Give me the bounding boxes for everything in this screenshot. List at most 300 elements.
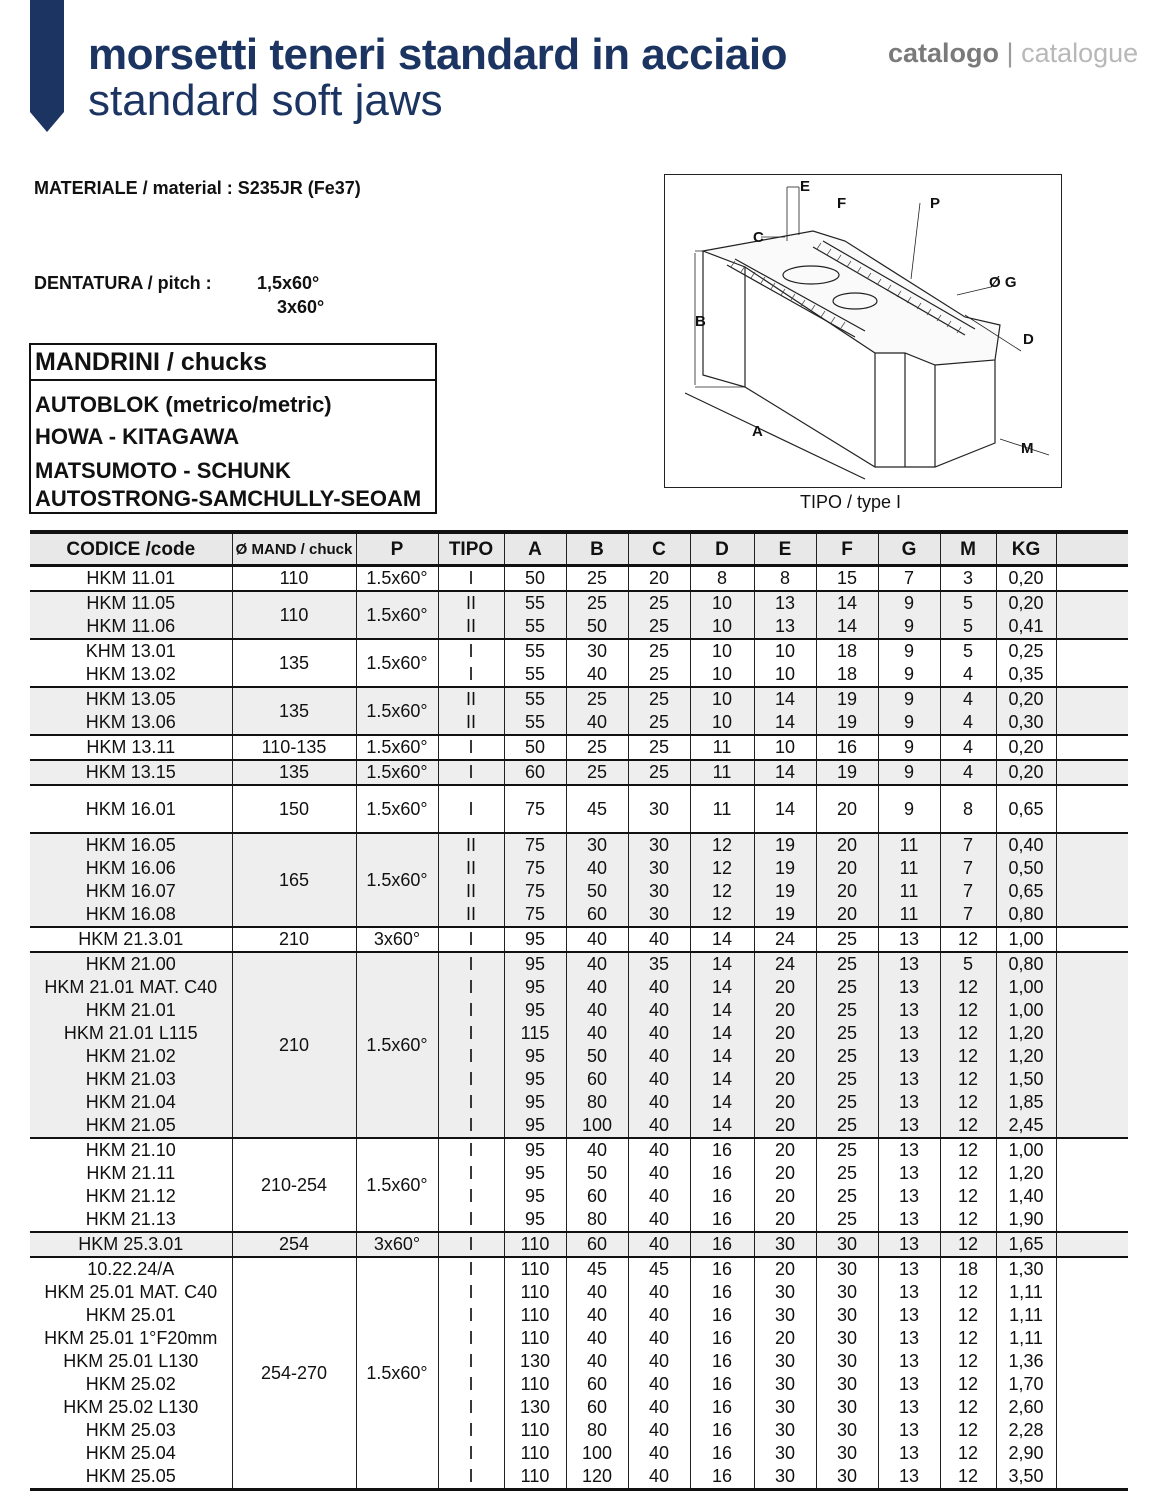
cell-b: 60	[566, 903, 628, 927]
cell-blank	[1056, 833, 1128, 857]
table-row	[30, 1185, 1128, 1208]
cell-code: HKM 25.04	[85, 1443, 176, 1463]
cell-m: 12	[940, 999, 996, 1022]
cell-e: 20	[754, 999, 816, 1022]
cell-b: 60	[566, 1373, 628, 1396]
table-row	[30, 1208, 1128, 1232]
cell-c: 40	[628, 1162, 690, 1185]
cell-type: I	[438, 1350, 504, 1373]
cell-kg: 3,50	[996, 1465, 1056, 1490]
cell-c: 40	[628, 1281, 690, 1304]
cell-c: 40	[628, 976, 690, 999]
table-row	[30, 1068, 1128, 1091]
table-row	[30, 711, 1128, 735]
cell-chuck-diameter: 135	[232, 687, 356, 735]
cell-kg: 0,20	[996, 760, 1056, 785]
cell-a: 95	[504, 1068, 566, 1091]
table-row	[30, 999, 1128, 1022]
cell-chuck-diameter: 254	[232, 1232, 356, 1257]
cell-type: I	[438, 1257, 504, 1281]
cell-code: HKM 25.02 L130	[63, 1397, 199, 1417]
drawing-label-g: Ø G	[989, 274, 1017, 291]
cell-c: 20	[628, 566, 690, 592]
cell-e: 20	[754, 976, 816, 999]
cell-m: 12	[940, 1022, 996, 1045]
cell-c: 40	[628, 1232, 690, 1257]
cell-b: 40	[566, 999, 628, 1022]
catalog-label-english: catalogue	[1021, 38, 1139, 68]
cell-blank	[1056, 566, 1128, 592]
cell-blank	[1056, 927, 1128, 952]
cell-d: 14	[690, 952, 754, 976]
cell-f: 14	[816, 591, 878, 615]
cell-d: 16	[690, 1281, 754, 1304]
table-row	[30, 760, 1128, 785]
pitch-value-2: 3x60°	[277, 297, 325, 317]
cell-c: 30	[628, 857, 690, 880]
cell-code: HKM 13.05	[30, 687, 232, 711]
table-row	[30, 735, 1128, 760]
cell-d: 16	[690, 1162, 754, 1185]
cell-type: II	[438, 591, 504, 615]
cell-c: 25	[628, 639, 690, 663]
cell-e: 19	[754, 833, 816, 857]
table-row	[30, 1419, 1128, 1442]
cell-type: I	[438, 1465, 504, 1490]
table-row	[30, 1442, 1128, 1465]
cell-m: 12	[940, 1442, 996, 1465]
cell-f: 25	[816, 1068, 878, 1091]
cell-code: HKM 25.3.01	[30, 1232, 232, 1257]
chuck-brand-line: AUTOSTRONG-SAMCHULLY-SEOAM	[35, 486, 422, 511]
cell-a: 110	[504, 1419, 566, 1442]
table-row	[30, 1327, 1128, 1350]
cell-chuck-diameter: 210-254	[232, 1138, 356, 1232]
cell-d: 16	[690, 1232, 754, 1257]
cell-code: HKM 11.05	[30, 591, 232, 615]
cell-code: HKM 25.02	[85, 1374, 176, 1394]
cell-pitch: 1.5x60°	[356, 952, 438, 1138]
cell-d: 16	[690, 1138, 754, 1162]
cell-type: I	[438, 1208, 504, 1232]
cell-type: II	[438, 833, 504, 857]
catalog-separator: |	[1006, 38, 1014, 68]
cell-g: 13	[878, 1350, 940, 1373]
cell-kg: 1,40	[996, 1185, 1056, 1208]
cell-type: I	[438, 1091, 504, 1114]
table-row	[30, 927, 1128, 952]
cell-c: 40	[628, 927, 690, 952]
cell-blank	[1056, 785, 1128, 833]
cell-f: 30	[816, 1281, 878, 1304]
cell-type: I	[438, 735, 504, 760]
cell-b: 40	[566, 663, 628, 687]
cell-chuck-diameter: 135	[232, 639, 356, 687]
cell-d: 10	[690, 687, 754, 711]
cell-blank	[1056, 1442, 1128, 1465]
cell-f: 30	[816, 1257, 878, 1281]
cell-blank	[1056, 976, 1128, 999]
cell-type: II	[438, 615, 504, 639]
cell-b: 50	[566, 1045, 628, 1068]
cell-b: 40	[566, 857, 628, 880]
cell-blank	[1056, 1465, 1128, 1490]
cell-blank	[1056, 1022, 1128, 1045]
cell-e: 30	[754, 1304, 816, 1327]
cell-d: 12	[690, 857, 754, 880]
cell-m: 12	[940, 1327, 996, 1350]
cell-type: I	[438, 1114, 504, 1138]
cell-d: 14	[690, 1022, 754, 1045]
chucks-title: MANDRINI / chucks	[31, 345, 435, 381]
cell-f: 16	[816, 735, 878, 760]
cell-blank	[1056, 735, 1128, 760]
cell-m: 4	[940, 663, 996, 687]
cell-b: 45	[566, 1257, 628, 1281]
cell-c: 40	[628, 1419, 690, 1442]
cell-e: 30	[754, 1396, 816, 1419]
cell-a: 110	[504, 1373, 566, 1396]
cell-d: 16	[690, 1208, 754, 1232]
cell-f: 25	[816, 1022, 878, 1045]
header-b: B	[566, 532, 628, 566]
cell-g: 13	[878, 999, 940, 1022]
table-row	[30, 1373, 1128, 1396]
cell-m: 18	[940, 1257, 996, 1281]
cell-kg: 0,65	[996, 880, 1056, 903]
cell-c: 25	[628, 591, 690, 615]
cell-e: 24	[754, 927, 816, 952]
cell-kg: 1,00	[996, 999, 1056, 1022]
cell-b: 25	[566, 760, 628, 785]
cell-kg: 0,25	[996, 639, 1056, 663]
chuck-brand-line: HOWA - KITAGAWA	[35, 424, 240, 449]
cell-e: 14	[754, 711, 816, 735]
cell-code: HKM 21.03	[30, 1068, 232, 1091]
cell-blank	[1056, 1396, 1128, 1419]
cell-blank	[1056, 591, 1128, 615]
table-row	[30, 615, 1128, 639]
cell-f: 19	[816, 711, 878, 735]
cell-e: 20	[754, 1162, 816, 1185]
cell-kg: 1,11	[996, 1281, 1056, 1304]
cell-d: 14	[690, 976, 754, 999]
cell-a: 110	[504, 1465, 566, 1490]
cell-a: 115	[504, 1022, 566, 1045]
cell-chuck-diameter: 110	[232, 591, 356, 639]
header-m: M	[940, 532, 996, 566]
cell-f: 30	[816, 1232, 878, 1257]
cell-code: HKM 21.01 L115	[30, 1022, 232, 1045]
cell-m: 4	[940, 687, 996, 711]
cell-kg: 2,90	[996, 1442, 1056, 1465]
cell-b: 50	[566, 615, 628, 639]
table-body	[30, 566, 1128, 1490]
cell-a: 95	[504, 927, 566, 952]
cell-g: 13	[878, 1022, 940, 1045]
cell-m: 7	[940, 833, 996, 857]
cell-code: HKM 21.00	[30, 952, 232, 976]
cell-chuck-diameter: 110	[232, 566, 356, 592]
cell-kg: 0,35	[996, 663, 1056, 687]
pitch-value-1: 1,5x60°	[257, 273, 320, 293]
cell-d: 16	[690, 1185, 754, 1208]
cell-e: 20	[754, 1257, 816, 1281]
table-row	[30, 639, 1128, 663]
cell-g: 13	[878, 1304, 940, 1327]
cell-e: 10	[754, 663, 816, 687]
cell-m: 12	[940, 976, 996, 999]
cell-b: 80	[566, 1419, 628, 1442]
table-row	[30, 663, 1128, 687]
table-row	[30, 903, 1128, 927]
cell-code: HKM 21.12	[85, 1186, 176, 1206]
cell-a: 60	[504, 760, 566, 785]
cell-g: 9	[878, 711, 940, 735]
header-c: C	[628, 532, 690, 566]
cell-c: 40	[628, 1068, 690, 1091]
cell-e: 19	[754, 857, 816, 880]
cell-b: 30	[566, 639, 628, 663]
cell-code: HKM 13.02	[85, 664, 176, 684]
cell-f: 18	[816, 639, 878, 663]
cell-a: 95	[504, 952, 566, 976]
cell-pitch: 1.5x60°	[356, 639, 438, 687]
cell-kg: 0,50	[996, 857, 1056, 880]
cell-m: 12	[940, 1114, 996, 1138]
cell-m: 12	[940, 1465, 996, 1490]
cell-e: 20	[754, 1068, 816, 1091]
cell-e: 30	[754, 1350, 816, 1373]
cell-a: 95	[504, 1185, 566, 1208]
cell-c: 30	[628, 880, 690, 903]
table-row	[30, 952, 1128, 976]
cell-code: HKM 13.15	[30, 760, 232, 785]
cell-kg: 0,20	[996, 735, 1056, 760]
cell-m: 12	[940, 1350, 996, 1373]
cell-b: 40	[566, 1281, 628, 1304]
cell-blank	[1056, 1162, 1128, 1185]
cell-g: 9	[878, 687, 940, 711]
cell-type: I	[438, 976, 504, 999]
cell-code: HKM 21.04	[30, 1091, 232, 1114]
header-ribbon	[30, 0, 64, 112]
cell-blank	[1056, 1281, 1128, 1304]
drawing-label-p: P	[930, 195, 941, 212]
jaw-technical-drawing	[664, 174, 1062, 488]
cell-b: 40	[566, 952, 628, 976]
cell-a: 95	[504, 1162, 566, 1185]
cell-f: 25	[816, 1162, 878, 1185]
table-row	[30, 1162, 1128, 1185]
cell-d: 12	[690, 880, 754, 903]
cell-b: 50	[566, 880, 628, 903]
table-header-row	[30, 532, 1128, 566]
cell-c: 40	[628, 1045, 690, 1068]
cell-g: 9	[878, 760, 940, 785]
catalog-label-italian: catalogo	[888, 38, 1000, 68]
header-a: A	[504, 532, 566, 566]
cell-d: 10	[690, 711, 754, 735]
cell-g: 11	[878, 833, 940, 857]
cell-code: HKM 25.01 L130	[63, 1351, 199, 1371]
cell-d: 16	[690, 1350, 754, 1373]
cell-blank	[1056, 1091, 1128, 1114]
table-row	[30, 1350, 1128, 1373]
chucks-box	[29, 343, 437, 514]
cell-g: 13	[878, 1068, 940, 1091]
cell-c: 40	[628, 999, 690, 1022]
cell-g: 13	[878, 976, 940, 999]
cell-blank	[1056, 1114, 1128, 1138]
cell-g: 13	[878, 1208, 940, 1232]
cell-m: 4	[940, 760, 996, 785]
cell-c: 40	[628, 1114, 690, 1138]
cell-a: 130	[504, 1396, 566, 1419]
cell-f: 25	[816, 1185, 878, 1208]
cell-blank	[1056, 687, 1128, 711]
cell-a: 50	[504, 735, 566, 760]
cell-pitch: 1.5x60°	[356, 735, 438, 760]
cell-m: 12	[940, 1091, 996, 1114]
cell-code: HKM 21.10	[30, 1138, 232, 1162]
cell-m: 12	[940, 1068, 996, 1091]
table-row	[30, 880, 1128, 903]
cell-g: 9	[878, 785, 940, 833]
cell-e: 24	[754, 952, 816, 976]
cell-d: 16	[690, 1257, 754, 1281]
cell-blank	[1056, 880, 1128, 903]
cell-blank	[1056, 1327, 1128, 1350]
page-title-english: standard soft jaws	[88, 76, 443, 125]
cell-b: 30	[566, 833, 628, 857]
cell-f: 25	[816, 1208, 878, 1232]
cell-kg: 1,00	[996, 976, 1056, 999]
cell-d: 14	[690, 999, 754, 1022]
cell-e: 20	[754, 1138, 816, 1162]
table-row	[30, 785, 1128, 833]
cell-type: II	[438, 857, 504, 880]
drawing-label-d: D	[1023, 331, 1034, 348]
drawing-label-m: M	[1021, 440, 1034, 457]
cell-e: 14	[754, 687, 816, 711]
cell-blank	[1056, 1138, 1128, 1162]
cell-blank	[1056, 711, 1128, 735]
cell-type: I	[438, 663, 504, 687]
cell-g: 13	[878, 1232, 940, 1257]
cell-g: 13	[878, 1442, 940, 1465]
cell-e: 20	[754, 1022, 816, 1045]
cell-m: 5	[940, 591, 996, 615]
cell-b: 40	[566, 1304, 628, 1327]
cell-m: 7	[940, 857, 996, 880]
cell-kg: 1,65	[996, 1232, 1056, 1257]
cell-a: 95	[504, 1138, 566, 1162]
table-row	[30, 1304, 1128, 1327]
cell-kg: 1,20	[996, 1162, 1056, 1185]
cell-f: 25	[816, 1138, 878, 1162]
cell-m: 12	[940, 1373, 996, 1396]
cell-m: 12	[940, 1208, 996, 1232]
cell-type: I	[438, 1045, 504, 1068]
cell-blank	[1056, 1045, 1128, 1068]
cell-type: I	[438, 952, 504, 976]
cell-d: 14	[690, 1091, 754, 1114]
cell-type: II	[438, 903, 504, 927]
cell-c: 40	[628, 1350, 690, 1373]
cell-a: 95	[504, 1045, 566, 1068]
cell-type: I	[438, 927, 504, 952]
cell-c: 45	[628, 1257, 690, 1281]
table-row	[30, 1281, 1128, 1304]
cell-kg: 1,85	[996, 1091, 1056, 1114]
cell-e: 10	[754, 639, 816, 663]
cell-chuck-diameter: 150	[232, 785, 356, 833]
cell-d: 11	[690, 735, 754, 760]
cell-b: 80	[566, 1091, 628, 1114]
cell-blank	[1056, 639, 1128, 663]
cell-f: 30	[816, 1373, 878, 1396]
page-title-italian: morsetti teneri standard in acciaio	[88, 30, 787, 79]
cell-a: 95	[504, 1208, 566, 1232]
cell-a: 75	[504, 785, 566, 833]
header-g: G	[878, 532, 940, 566]
cell-b: 40	[566, 1327, 628, 1350]
cell-chuck-diameter: 135	[232, 760, 356, 785]
cell-a: 95	[504, 999, 566, 1022]
cell-m: 12	[940, 1162, 996, 1185]
cell-d: 11	[690, 785, 754, 833]
cell-b: 80	[566, 1208, 628, 1232]
cell-f: 20	[816, 880, 878, 903]
cell-b: 120	[566, 1465, 628, 1490]
cell-a: 75	[504, 857, 566, 880]
cell-b: 25	[566, 591, 628, 615]
cell-a: 130	[504, 1350, 566, 1373]
cell-type: I	[438, 999, 504, 1022]
cell-m: 12	[940, 1045, 996, 1068]
cell-kg: 1,00	[996, 927, 1056, 952]
cell-b: 60	[566, 1185, 628, 1208]
header-blank	[1056, 532, 1128, 566]
cell-a: 110	[504, 1304, 566, 1327]
cell-m: 12	[940, 1185, 996, 1208]
cell-f: 30	[816, 1327, 878, 1350]
cell-m: 8	[940, 785, 996, 833]
cell-c: 40	[628, 1138, 690, 1162]
table-row	[30, 1232, 1128, 1257]
catalog-label	[888, 38, 1138, 69]
cell-a: 110	[504, 1327, 566, 1350]
header-chuck-diameter: Ø MAND / chuck	[232, 532, 356, 566]
cell-m: 12	[940, 1304, 996, 1327]
cell-kg: 2,45	[996, 1114, 1056, 1138]
header-e: E	[754, 532, 816, 566]
cell-m: 12	[940, 1396, 996, 1419]
cell-b: 40	[566, 927, 628, 952]
cell-f: 30	[816, 1442, 878, 1465]
cell-blank	[1056, 760, 1128, 785]
cell-chuck-diameter: 110-135	[232, 735, 356, 760]
cell-e: 20	[754, 1091, 816, 1114]
cell-blank	[1056, 1068, 1128, 1091]
cell-kg: 2,28	[996, 1419, 1056, 1442]
cell-g: 13	[878, 1396, 940, 1419]
cell-f: 25	[816, 999, 878, 1022]
cell-d: 10	[690, 615, 754, 639]
cell-f: 30	[816, 1465, 878, 1490]
cell-e: 19	[754, 903, 816, 927]
